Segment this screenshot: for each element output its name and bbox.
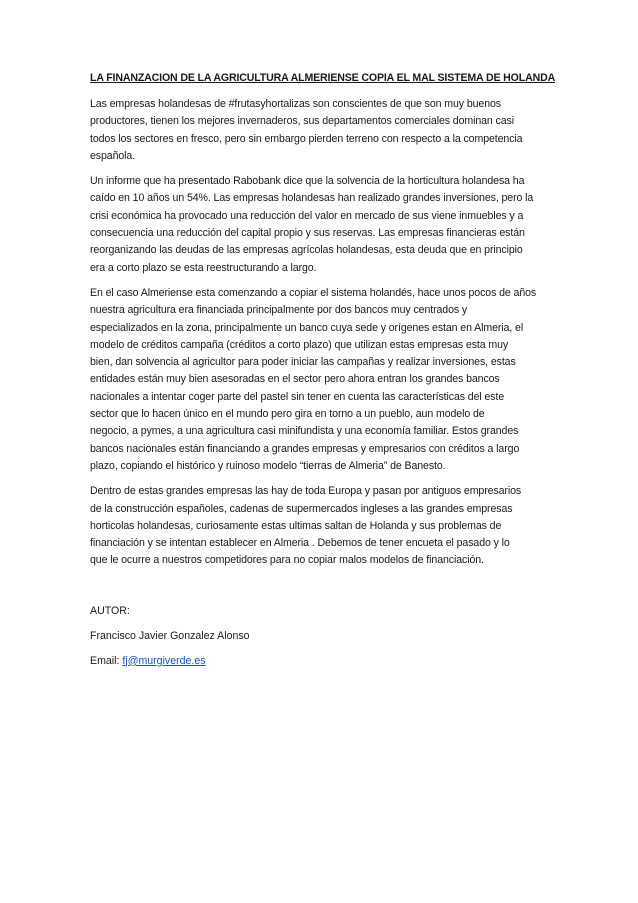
email-label: Email:: [90, 654, 123, 667]
email-link[interactable]: fj@murgiverde.es: [122, 654, 206, 667]
paragraph-line: modelo de créditos campaña (créditos a corto plazo) que utilizan estas empresas esta muy: [90, 338, 509, 351]
paragraph-line: horticolas holandesas, curiosamente estas ultimas saltan de Holanda y sus problemas de: [90, 519, 502, 532]
email-line: [90, 653, 552, 670]
paragraph-3: [90, 285, 552, 475]
paragraph-line: nuestra agricultura era financiada principalmente por dos bancos muy centrados y: [90, 304, 468, 317]
paragraph-line: negocio, a pymes, a una agricultura casi minifundista y una economía familiar. Estos grandes: [90, 425, 519, 438]
paragraph-line: consecuencia una reducción del capital propio y sus reservas. Las empresas financieras están: [90, 227, 525, 240]
paragraph-line: era a corto plazo se esta reestructurando a largo.: [90, 261, 317, 274]
paragraph-line: crisi económica ha provocado una reducción del valor en mercado de sus viene inmuebles y a: [90, 209, 524, 222]
paragraph-line: En el caso Almeriense esta comenzando a copiar el sistema holandés, hace unos pocos de años: [90, 286, 537, 299]
paragraph-line: reorganizando las deudas de las empresas agrícolas holandesas, esta deuda que en principio: [90, 244, 523, 257]
paragraph-line: financiación y se intentan establecer en Almeria . Debemos de tener encueta el pasado y lo: [90, 537, 510, 550]
paragraph-line: especializados en la zona, principalmente un banco cuya sede y orígenes estan en Almeria, el: [90, 321, 524, 334]
paragraph-line: sector que lo hacen único en el mundo pero gira en torno a un pueblo, aun modelo de: [90, 408, 485, 421]
document-title: LA FINANZACION DE LA AGRICULTURA ALMERIENSE COPIA EL MAL SISTEMA DE HOLANDA: [90, 72, 556, 84]
paragraph-line: todos los sectores en fresco, pero sin embargo pierden terreno con respecto a la competencia: [90, 132, 523, 145]
author-name: Francisco Javier Gonzalez Alonso: [90, 629, 250, 642]
paragraph-line: Las empresas holandesas de #frutasyhortalizas son conscientes de que son muy buenos: [90, 98, 501, 110]
paragraph-line: Un informe que ha presentado Rabobank dice que la solvencia de la horticultura holandesa ha: [90, 175, 525, 188]
paragraph-line: plazo, copiando el histórico y ruinoso modelo “tierras de Almeria” de Banesto.: [90, 459, 446, 472]
paragraph-1: [90, 96, 552, 165]
document-page: [90, 70, 556, 678]
paragraph-2: [90, 173, 552, 277]
paragraph-line: española.: [90, 149, 136, 162]
paragraph-line: que le ocurre a nuestros competidores para no copiar malos modelos de financiación.: [90, 554, 484, 567]
paragraph-line: productores, tienen los mejores invernaderos, sus departamentos comerciales dominan casi: [90, 115, 514, 128]
paragraph-4: [90, 483, 552, 569]
paragraph-line: bien, dan solvencia al agricultor para poder iniciar las campañas y realizar inversiones, estas: [90, 356, 516, 369]
paragraph-line: caído en 10 años un 54%. Las empresas holandesas han realizado grandes inversiones, pero la: [90, 192, 534, 205]
paragraph-line: de la construcción españoles, cadenas de supermercados ingleses a las grandes empresas: [90, 502, 513, 515]
paragraph-line: Dentro de estas grandes empresas las hay de toda Europa y pasan por antiguos empresarios: [90, 485, 522, 498]
paragraph-line: entidades están muy bien asesoradas en el sector pero ahora entran los grandes bancos: [90, 373, 500, 386]
author-label: AUTOR:: [90, 604, 130, 617]
paragraph-line: bancos nacionales están financiando a grandes empresas y empresarios con créditos a largo: [90, 442, 520, 455]
paragraph-line: nacionales a intentar coger parte del pastel sin tener en cuenta las características del este: [90, 390, 505, 403]
blank-space: [90, 578, 552, 603]
